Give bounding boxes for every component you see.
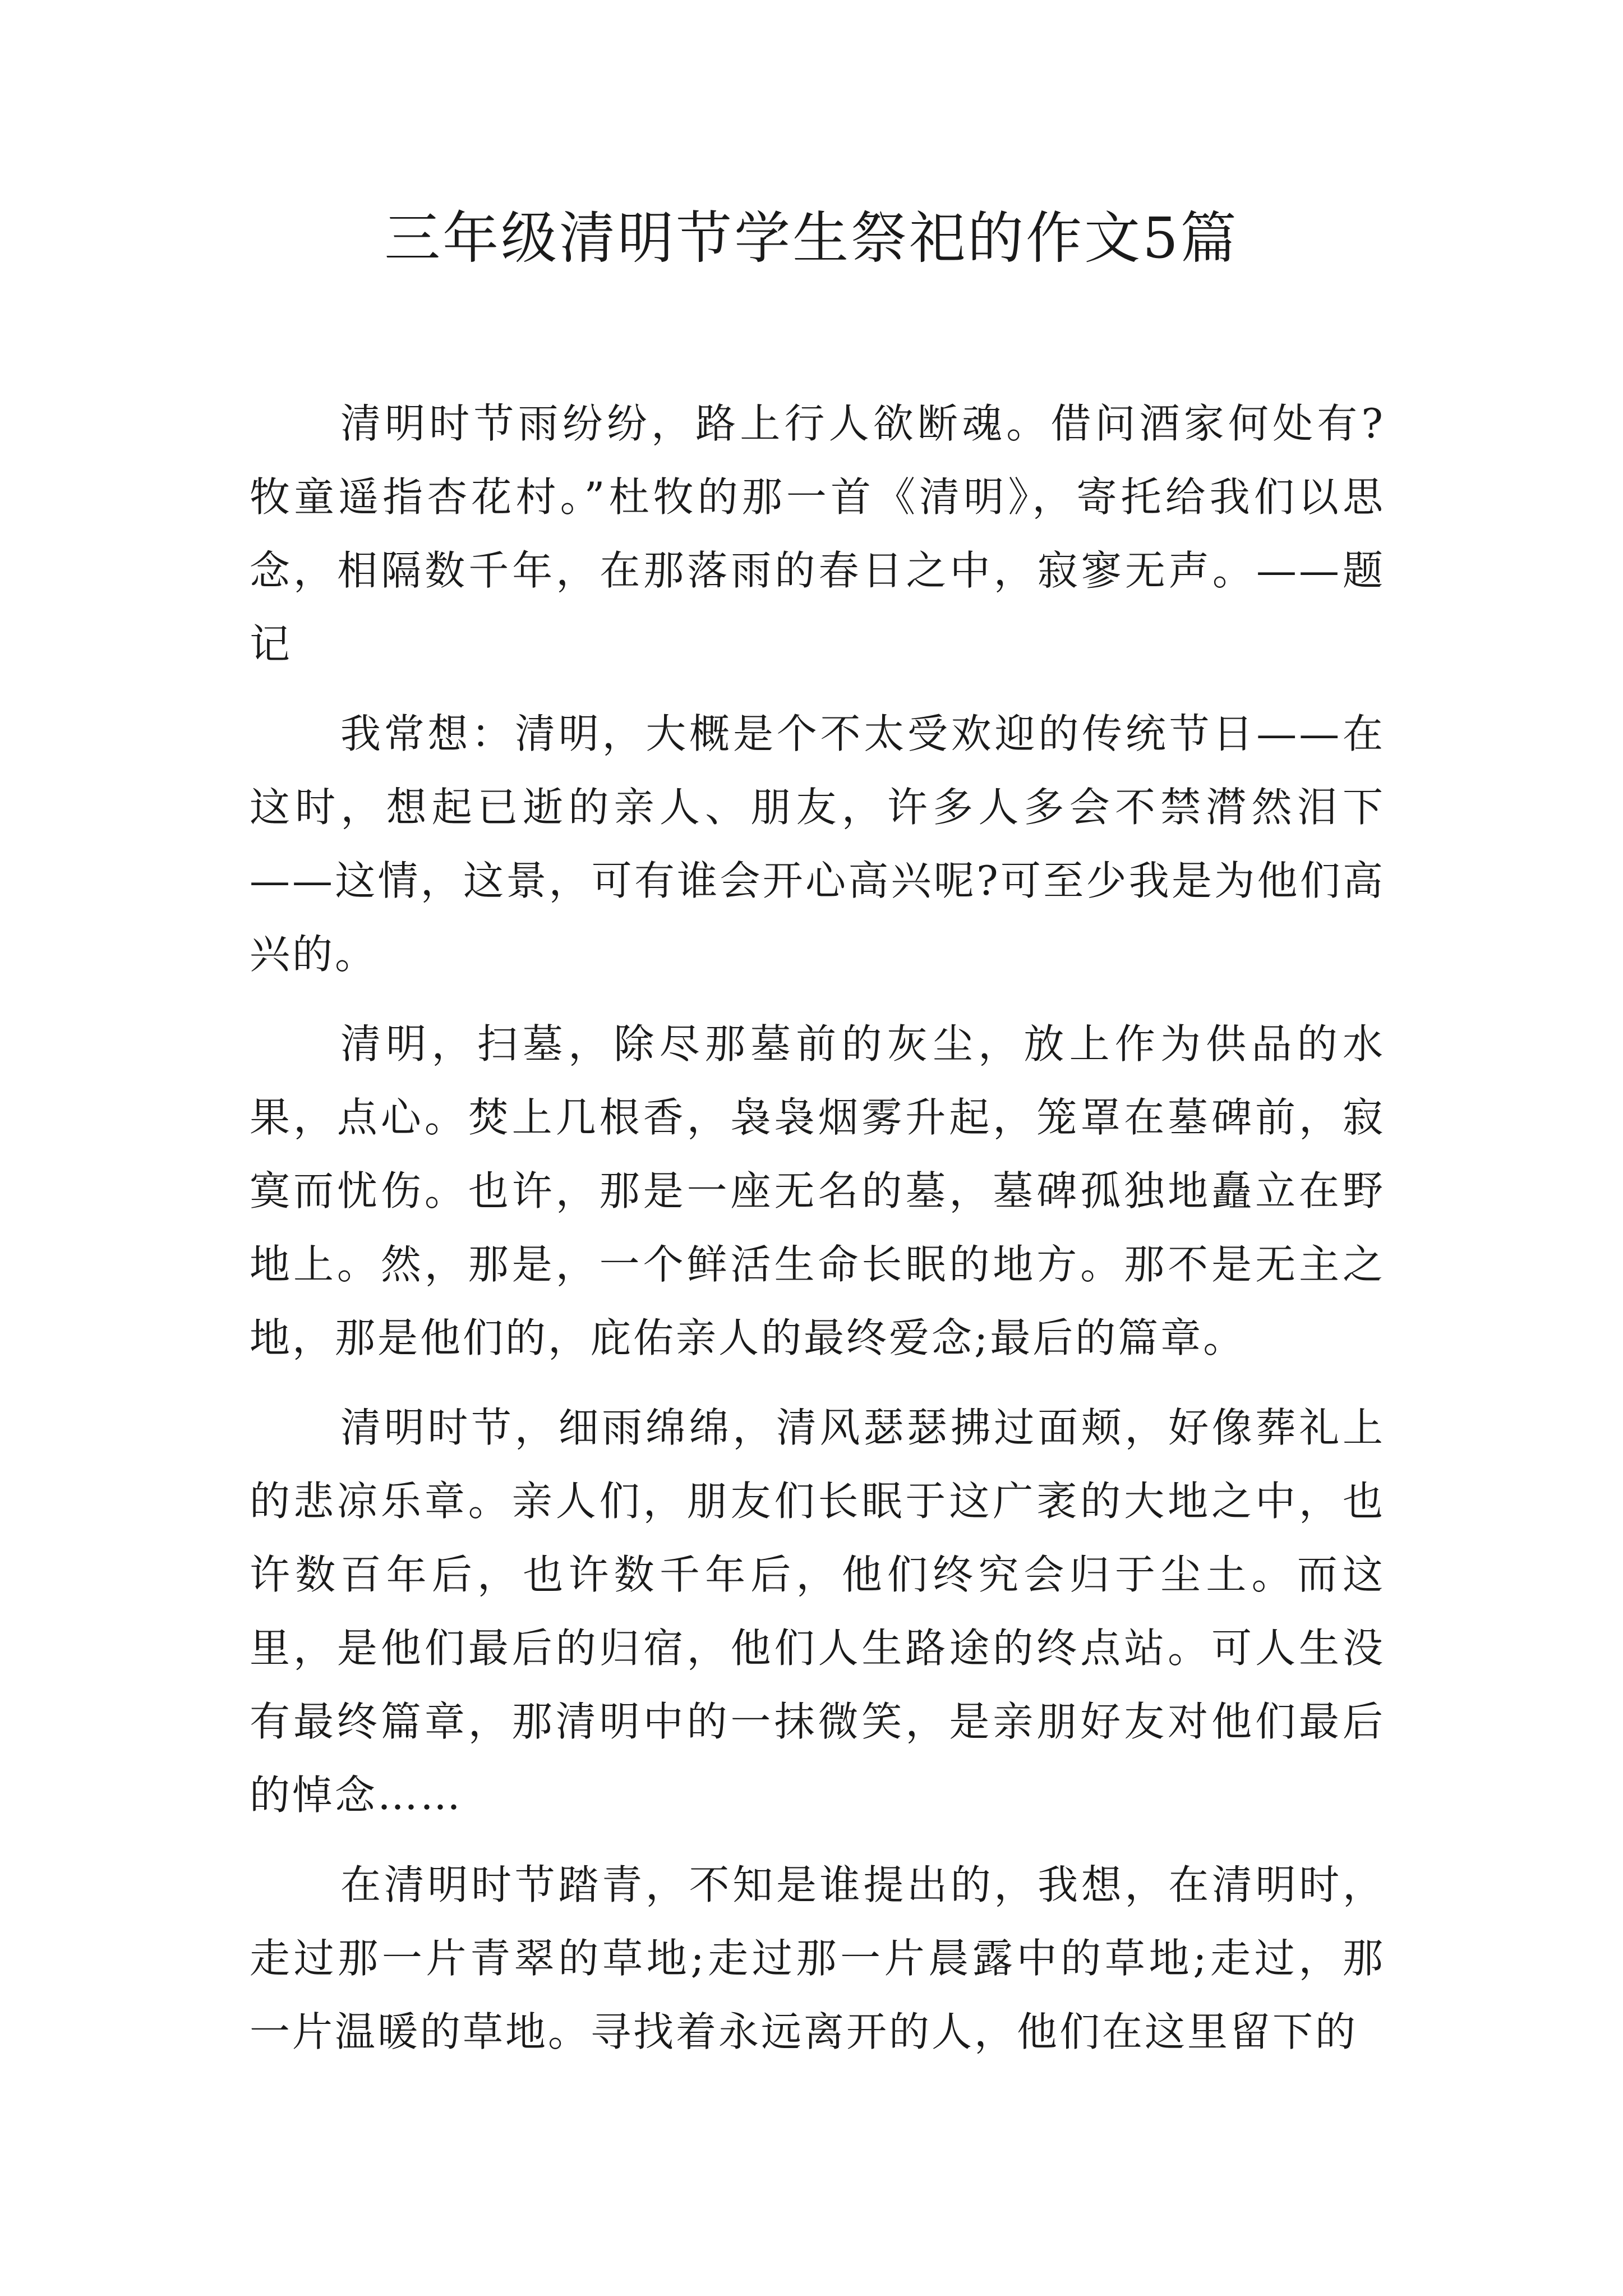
paragraph-4: 清明时节，细雨绵绵，清风瑟瑟拂过面颊，好像葬礼上的悲凉乐章。亲人们，朋友们长眠于这广袤的大地之中，也许数百年后，也许数千年后，他们终究会归于尘土。而这里，是他们最后的归宿，他们人生路途的终点站。可人生没有最终篇章，那清明中的一抹微笑，是亲朋好友对他们最后的悼念…… [250,1404,1385,1819]
paragraph-2: 我常想：清明，大概是个不太受欢迎的传统节日——在这时，想起已逝的亲人、朋友，许多人多会不禁潸然泪下——这情，这景，可有谁会开心高兴呢?可至少我是为他们高兴的。 [250,710,1385,978]
paragraph-5: 在清明时节踏青，不知是谁提出的，我想，在清明时，走过那一片青翠的草地;走过那一片晨露中的草地;走过，那一片温暖的草地。寻找着永远离开的人，他们在这里留下的 [250,1861,1385,2055]
paragraph-3: 清明，扫墓，除尽那墓前的灰尘，放上作为供品的水果，点心。焚上几根香，袅袅烟雾升起，笼罩在墓碑前，寂寞而忧伤。也许，那是一座无名的墓，墓碑孤独地矗立在野地上。然，那是，一个鲜活生命长眠的地方。那不是无主之地，那是他们的，庇佑亲人的最终爱念;最后的篇章。 [250,1020,1385,1361]
paragraph-1: 清明时节雨纷纷，路上行人欲断魂。借问酒家何处有?牧童遥指杏花村。”杜牧的那一首《清明》，寄托给我们以思念，相隔数千年，在那落雨的春日之中，寂寥无声。——题记 [250,400,1385,668]
document-title: 三年级清明节学生祭祀的作文5篇 [384,205,1239,271]
document-body [250,387,1385,2085]
